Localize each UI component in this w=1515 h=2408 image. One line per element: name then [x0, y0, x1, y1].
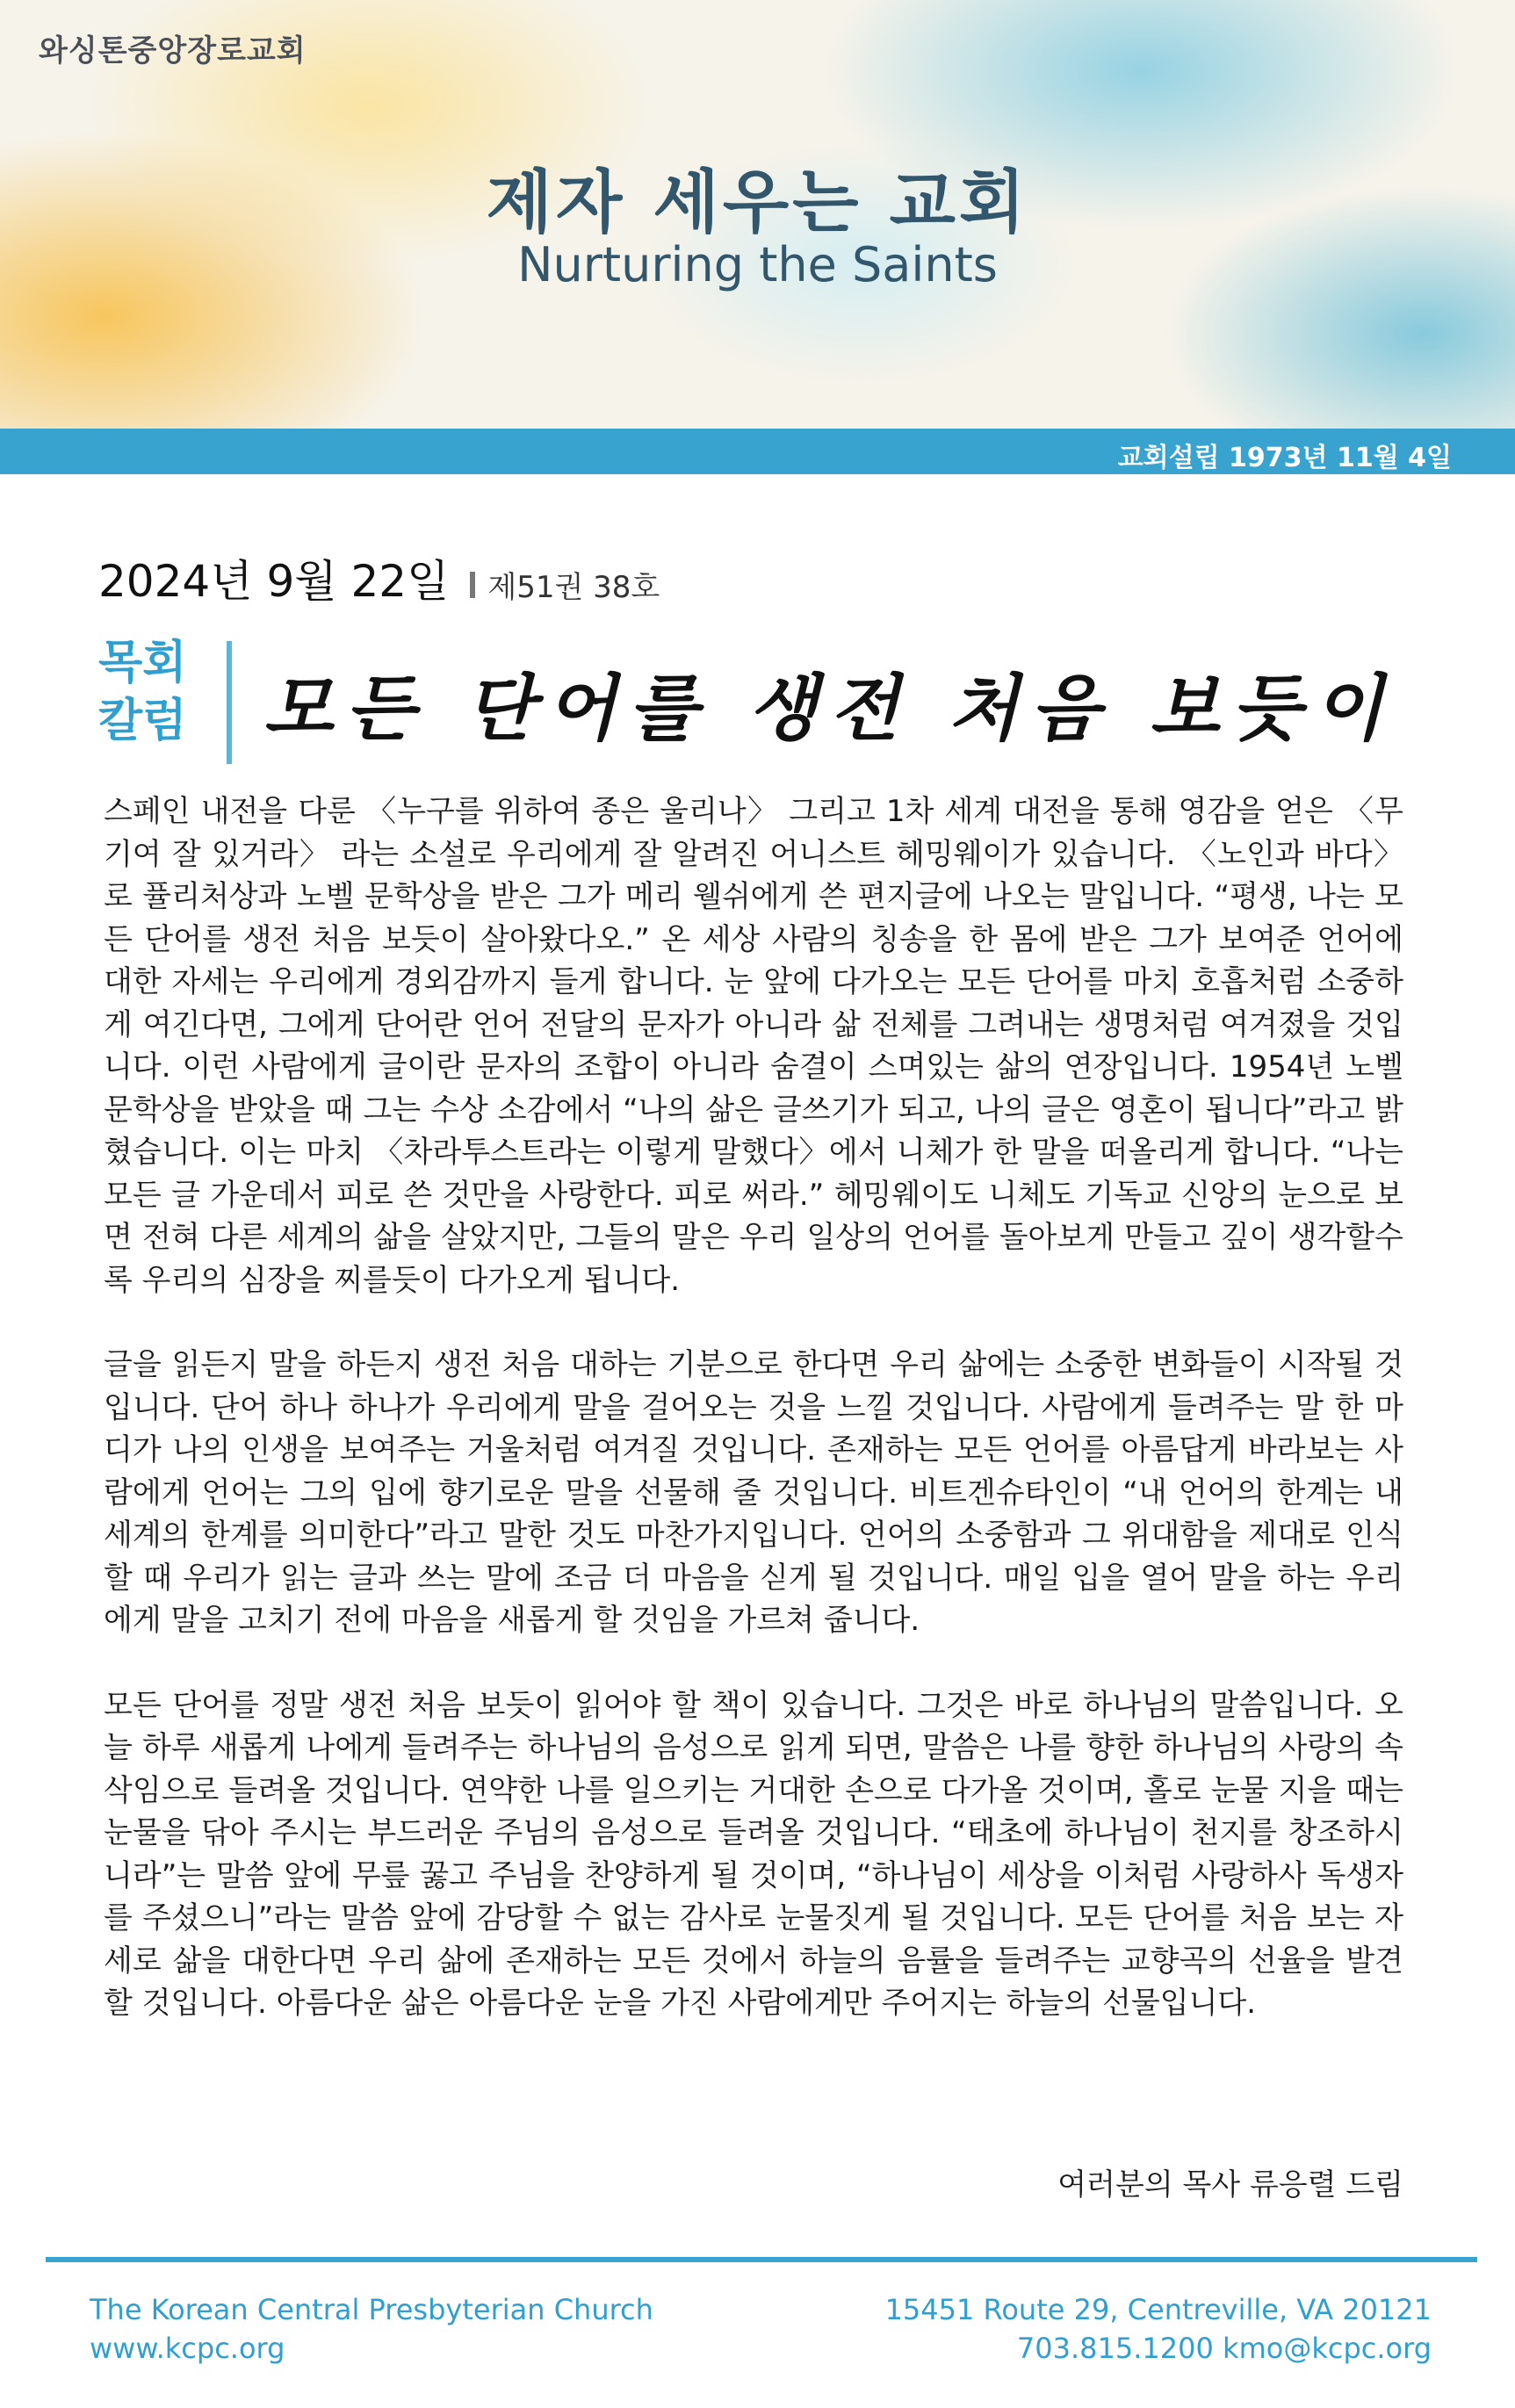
- banner-title-english: Nurturing the Saints: [517, 237, 998, 292]
- church-name: 와싱톤중앙장로교회: [39, 33, 307, 68]
- body-paragraph-2: 글을 읽든지 말을 하든지 생전 처음 대하는 기분으로 한다면 우리 삶에는 소중한 변화들이 시작될 것입니다. 단어 하나 하나가 우리에게 말을 걸어오는 것을 느낄 것입니다. 사람에게 들려주는 말 한 마디가 나의 인생을 보여주는 거울처럼 여겨질 것입니다. 존재하는 모든 언어를 아름답게 바라보는 사람에게 언어는 그의 입에 향기로운 말을 선물해 줄 것입니다. 비트겐슈타인이 “내 언어의 한계는 내 세계의 한계를 의미한다”라고 말한 것도 마찬가지입니다. 언어의 소중함과 그 위대함을 제대로 인식할 때 우리가 읽는 글과 쓰는 말에 조금 더 마음을 싣게 될 것입니다. 매일 입을 열어 말을 하는 우리에게 말을 고치기 전에 마음을 새롭게 할 것임을 가르쳐 줍니다.: [104, 1347, 1403, 1638]
- pastor-signature: 여러분의 목사 류응렬 드림: [1057, 2167, 1403, 2203]
- footer-left: [90, 2290, 653, 2368]
- column-label-line1: 목회: [98, 637, 187, 689]
- issue-volume: 제51권 38호: [487, 570, 660, 605]
- column-body: [104, 790, 1403, 2067]
- column-label-line2: 칼럼: [98, 695, 187, 747]
- founding-band: [0, 429, 1515, 474]
- column-title: 모든 단어를 생전 처음 보듯이: [263, 667, 1396, 751]
- issue-date: 2024년 9월 22일: [98, 556, 450, 607]
- footer-right: [885, 2290, 1432, 2368]
- column-label: [98, 634, 204, 750]
- footer-contact: 703.815.1200 kmo@kcpc.org: [1016, 2332, 1432, 2365]
- body-paragraph-3: 모든 단어를 정말 생전 처음 보듯이 읽어야 할 책이 있습니다. 그것은 바로 하나님의 말씀입니다. 오늘 하루 새롭게 나에게 들려주는 하나님의 음성으로 읽게 되면, 말씀은 나를 향한 하나님의 사랑의 속삭임으로 들려올 것입니다. 연약한 나를 일으키는 거대한 손으로 다가올 것이며, 홀로 눈물 지을 때는 눈물을 닦아 주시는 부드러운 주님의 음성으로 들려올 것입니다. “태초에 하나님이 천지를 창조하시니라”는 말씀 앞에 무릎 꿇고 주님을 찬양하게 될 것이며, “하나님이 세상을 이처럼 사랑하사 독생자를 주셨으니”라는 말씀 앞에 감당할 수 없는 감사로 눈물짓게 될 것입니다. 모든 단어를 처음 보는 자세로 삶을 대한다면 우리 삶에 존재하는 모든 것에서 하늘의 음률을 들려주는 교향곡의 선율을 발견할 것입니다. 아름다운 삶은 아름다운 눈을 가진 사람에게만 주어지는 하늘의 선물입니다.: [104, 1687, 1403, 2021]
- header-banner: [0, 0, 1515, 429]
- footer-address: 15451 Route 29, Centreville, VA 20121: [884, 2293, 1432, 2326]
- footer-divider: [46, 2257, 1477, 2262]
- footer-website-link[interactable]: www.kcpc.org: [90, 2332, 285, 2365]
- body-paragraph-1: 스페인 내전을 다룬 〈누구를 위하여 종은 울리나〉 그리고 1차 세계 대전을 통해 영감을 얻은 〈무기여 잘 있거라〉 라는 소설로 우리에게 잘 알려진 어니스트 헤밍웨이가 있습니다. 〈노인과 바다〉로 퓰리처상과 노벨 문학상을 받은 그가 메리 웰쉬에게 쓴 편지글에 나오는 말입니다. “평생, 나는 모든 단어를 생전 처음 보듯이 살아왔다오.” 온 세상 사람의 칭송을 한 몸에 받은 그가 보여준 언어에 대한 자세는 우리에게 경외감까지 들게 합니다. 눈 앞에 다가오는 모든 단어를 마치 호흡처럼 소중하게 여긴다면, 그에게 단어란 언어 전달의 문자가 아니라 삶 전체를 그려내는 생명처럼 여겨졌을 것입니다. 이런 사람에게 글이란 문자의 조합이 아니라 숨결이 스며있는 삶의 연장입니다. 1954년 노벨문학상을 받았을 때 그는 수상 소감에서 “나의 삶은 글쓰기가 되고, 나의 글은 영혼이 됩니다”라고 밝혔습니다. 이는 마치 〈차라투스트라는 이렇게 말했다〉에서 니체가 한 말을 떠올리게 합니다. “나는 모든 글 가운데서 피로 쓴 것만을 사랑한다. 피로 써라.” 헤밍웨이도 니체도 기독교 신앙의 눈으로 보면 전혀 다른 세계의 삶을 살았지만, 그들의 말은 우리 일상의 언어를 돌아보게 만들고 깊이 생각할수록 우리의 심장을 찌를듯이 다가오게 됩니다.: [104, 794, 1403, 1298]
- dateline-divider: [470, 572, 475, 598]
- column-divider: [227, 641, 232, 764]
- issue-dateline: [98, 546, 660, 609]
- footer-church-name: The Korean Central Presbyterian Church: [90, 2293, 653, 2326]
- founding-date: 교회설립 1973년 11월 4일: [1117, 443, 1452, 473]
- banner-title-korean: 제자 세우는 교회: [486, 163, 1029, 242]
